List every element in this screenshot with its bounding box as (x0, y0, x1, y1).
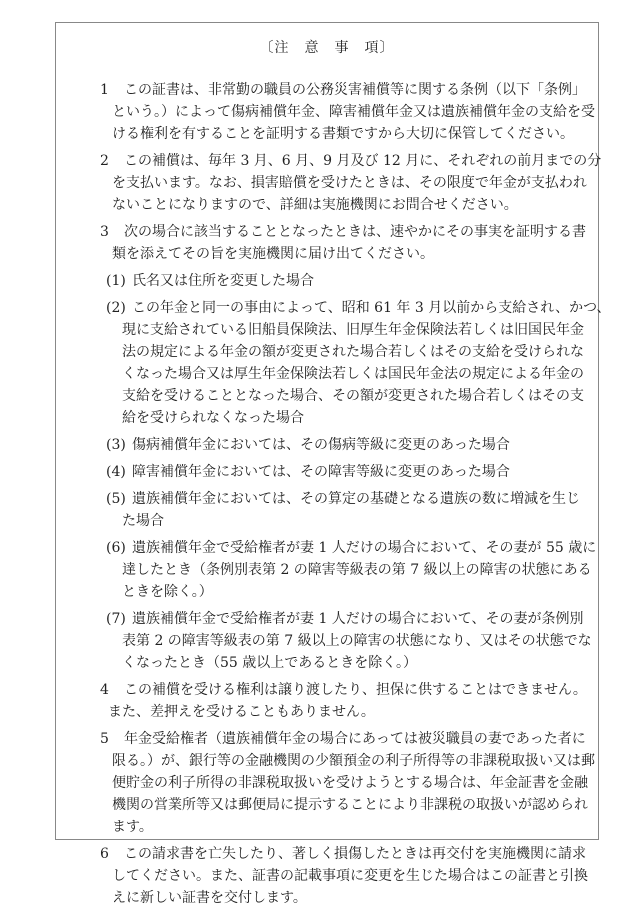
text-line: この補償を受ける権利は譲り渡したり、担保に供することはできません。 (124, 682, 587, 698)
sub-item-number: (2) (106, 300, 126, 316)
sub-item (56, 488, 598, 532)
text-line: 法の規定による年金の額が変更された場合若しくはその支給を受けられな (122, 344, 584, 360)
text-line: 達したとき（条例別表第 2 の障害等級表の第 7 級以上の障害の状態にある (122, 562, 592, 578)
text-line: また、差押えを受けることもありません。 (108, 704, 375, 720)
text-line: 支給を受けることとなった場合、その額が変更された場合若しくはその支 (122, 388, 584, 404)
text-line: 次の場合に該当することとなったときは、速やかにその事実を証明する書 (124, 224, 586, 240)
text-line: 氏名又は住所を変更した場合 (132, 273, 314, 289)
sub-item (56, 270, 598, 292)
notes-content (56, 79, 611, 914)
text-line: 機関の営業所等又は郵便局に提示することにより非課税の取扱いが認められ (112, 797, 588, 813)
text-line: 年金受給権者（遺族補償年金の場合にあっては被災職員の妻であった者に (124, 731, 586, 747)
note-item (56, 843, 598, 909)
text-line: くなった場合又は厚生年金保険法若しくは国民年金法の規定による年金の (122, 366, 584, 382)
text-line: ける権利を有することを証明する書類ですから大切に保管してください。 (112, 126, 574, 142)
note-item-number: 3 (100, 224, 109, 240)
sub-item (56, 297, 611, 429)
text-line: という。）によって傷病補償年金、障害補償年金又は遺族補償年金の支給を受 (112, 104, 595, 120)
text-line: 給を受けられなくなった場合 (122, 410, 304, 426)
note-item-number: 4 (100, 682, 109, 698)
note-item (56, 150, 602, 216)
sub-item-number: (4) (106, 464, 126, 480)
text-line: 遺族補償年金で受給権者が妻 1 人だけの場合において、その妻が 55 歳に (132, 540, 597, 556)
sub-item-number: (3) (106, 437, 126, 453)
text-line: この補償は、毎年 3 月、6 月、9 月及び 12 月に、それぞれの前月までの分 (124, 153, 602, 169)
text-line: くなったとき（55 歳以上であるときを除く。） (122, 655, 417, 671)
text-line: 表第 2 の障害等級表の第 7 級以上の障害の状態になり、又はその状態でな (122, 633, 592, 649)
sub-item (56, 434, 598, 456)
note-item (56, 728, 598, 838)
text-line: してください。また、証書の記載事項に変更を生じた場合はこの証書と引換 (112, 868, 588, 884)
text-line: 傷病補償年金においては、その傷病等級に変更のあった場合 (132, 437, 510, 453)
sub-item (56, 608, 598, 674)
sub-item-number: (7) (106, 611, 126, 627)
text-line: この証書は、非常勤の職員の公務災害補償等に関する条例（以下「条例」 (124, 82, 586, 98)
text-line: 遺族補償年金で受給権者が妻 1 人だけの場合において、その妻が条例別 (132, 611, 584, 627)
text-line: ます。 (112, 819, 153, 835)
note-item (56, 221, 598, 265)
text-line: えに新しい証書を交付します。 (112, 890, 307, 906)
text-line: 障害補償年金においては、その障害等級に変更のあった場合 (132, 464, 510, 480)
notes-title: 〔注 意 事 項〕 (259, 40, 395, 56)
sub-item (56, 461, 598, 483)
sub-item-number: (5) (106, 491, 126, 507)
text-line: た場合 (122, 513, 164, 529)
text-line: 便貯金の利子所得の非課税取扱いを受けようとする場合は、年金証書を金融 (112, 775, 588, 791)
text-line: ときを除く。） (122, 584, 213, 600)
notes-box (55, 22, 611, 906)
text-line: ないことになりますので、詳細は実施機関にお問合せください。 (112, 197, 518, 213)
note-item-number: 5 (100, 731, 109, 747)
note-item-number: 1 (100, 82, 109, 98)
note-item (56, 79, 598, 145)
note-item (56, 679, 598, 723)
text-line: 限る。）が、銀行等の金融機関の少額預金の利子所得等の非課税取扱い又は郵 (112, 753, 595, 769)
text-line: 遺族補償年金においては、その算定の基礎となる遺族の数に増減を生じ (132, 491, 580, 507)
note-item-number: 2 (100, 153, 109, 169)
text-line: を支払います。なお、損害賠償を受けたときは、その限度で年金が支払われ (112, 175, 587, 191)
text-line: 現に支給されている旧船員保険法、旧厚生年金保険法若しくは旧国民年金 (122, 322, 584, 338)
sub-item-number: (6) (106, 540, 126, 556)
note-item-number: 6 (100, 846, 109, 862)
text-line: この年金と同一の事由によって、昭和 61 年 3 月以前から支給され、かつ、 (132, 300, 611, 316)
text-line: 類を添えてその旨を実施機関に届け出てください。 (112, 246, 434, 262)
text-line: この請求書を亡失したり、著しく損傷したときは再交付を実施機関に請求 (124, 846, 586, 862)
sub-item-number: (1) (106, 273, 126, 289)
sub-item (56, 537, 598, 603)
